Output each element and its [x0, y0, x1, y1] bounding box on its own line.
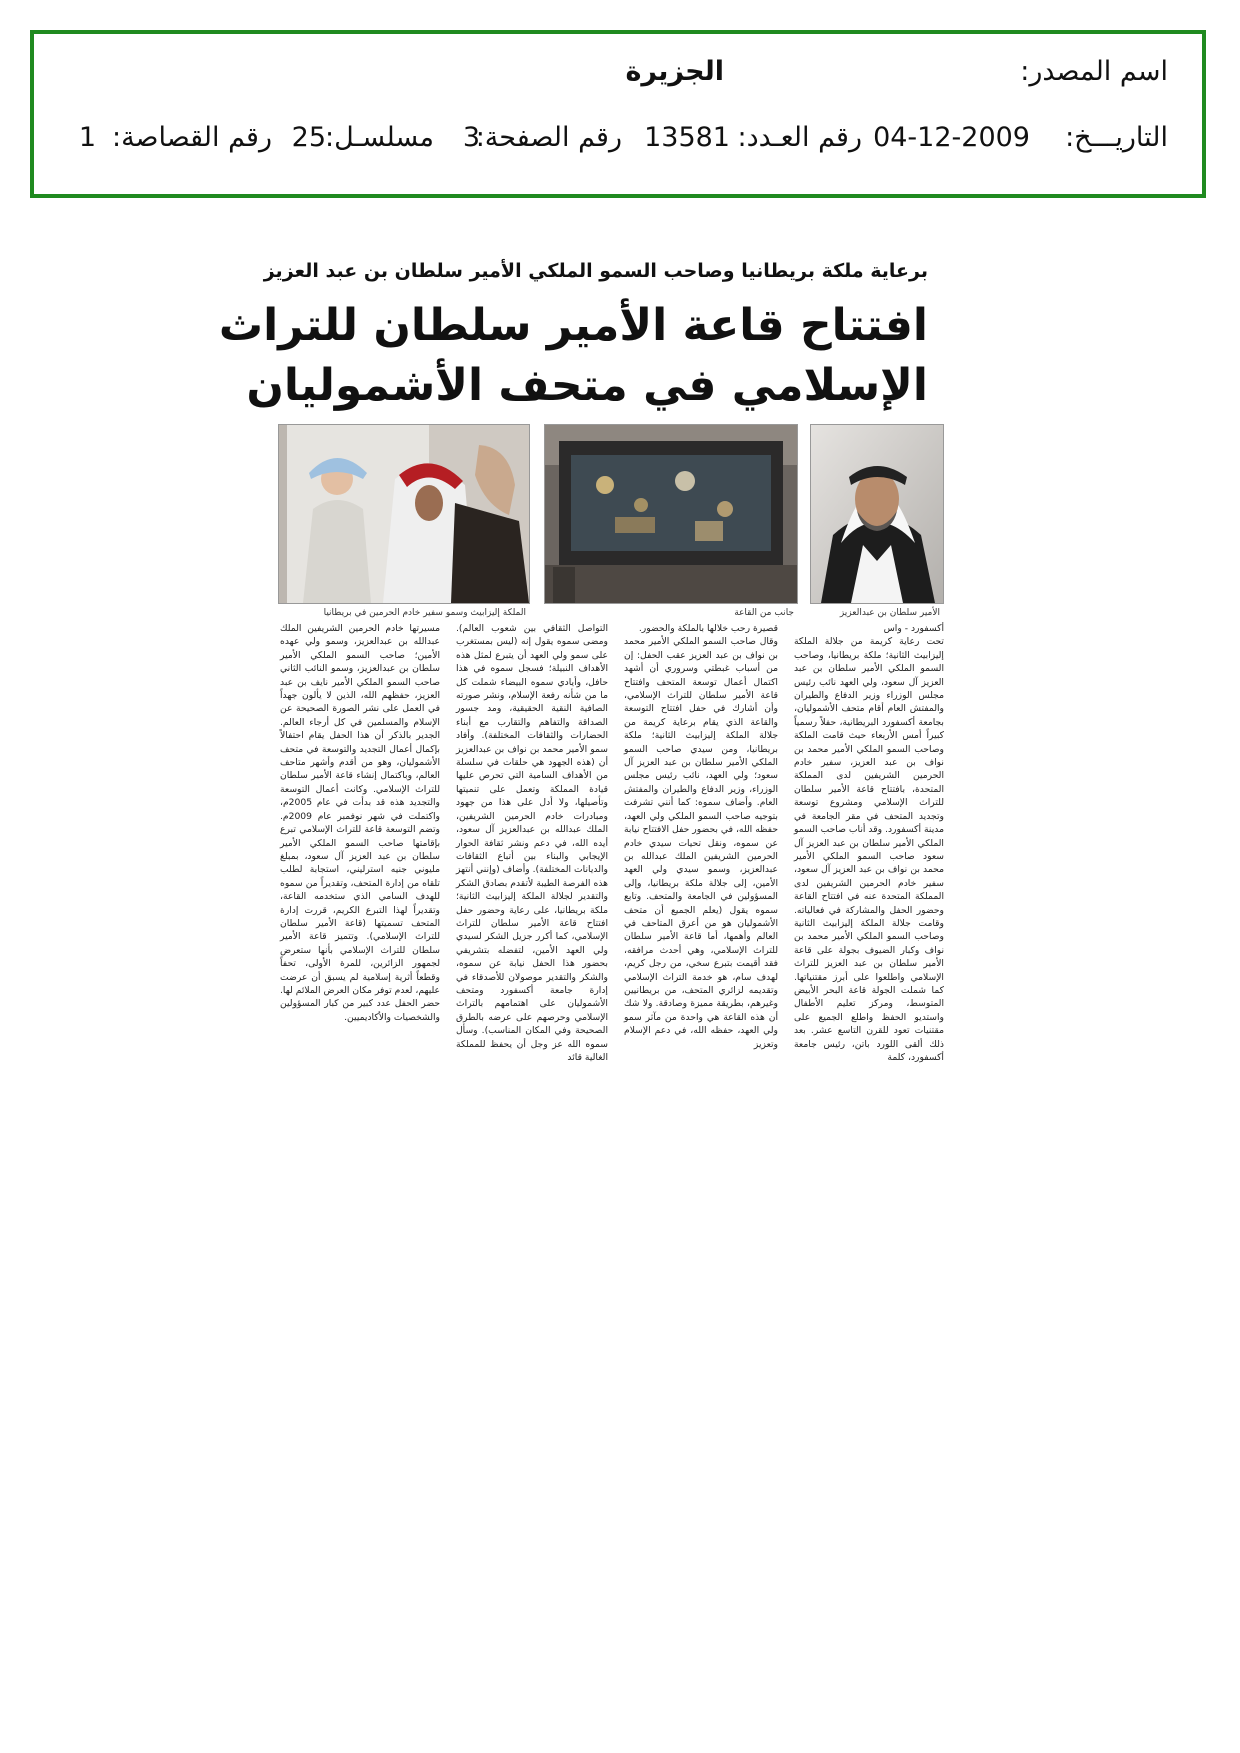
portrait-image	[811, 425, 943, 603]
photo-caption-1: الأمير سلطان بن عبدالعزيز	[839, 608, 940, 618]
photo-prince-sultan	[810, 424, 944, 604]
source-label: اسم المصدر:	[1020, 56, 1168, 87]
article-column-4: مسيرتها خادم الحرمين الشريفين الملك عبدالله بن عبدالعزيز، وسمو ولي عهده الأمين؛ صاحب السمو الملكي الأمير سلطان بن عبدالعزيز، وسمو النائب الثاني صاحب السمو الملكي الأمير نايف بن عبد العزيز، حفظهم الله، الذين لا يألون جهداً في العمل على نشر الصورة الصحيحة عن الإسلام والمسلمين في كل أرجاء العالم. الجدير بالذكر أن هذا الحفل يقام احتفالاً بإكمال أعمال التجديد والتوسعة في متحف الأشموليان، وهو من أقدم وأشهر متاحف العالم، وباكتمال إنشاء قاعة الأمير سلطان للتراث الإسلامي. وكانت أعمال التوسعة والتجديد هذه قد بدأت في عام 2005م، واكتملت في شهر نوفمبر عام 2009م. وتضم التوسعة قاعة للتراث الإسلامي تبرع بإقامتها صاحب السمو الملكي الأمير سلطان بن عبد العزيز آل سعود، بمبلغ مليوني جنيه استرليني، استجابة لطلب تلقاه من إدارة المتحف، وتقديراً من سموه للهدف السامي الذي ستخدمه القاعة، وتقديراً لهذا التبرع الكريم، قررت إدارة المتحف تسميتها (قاعة الأمير سلطان للتراث الإسلامي). وتتميز قاعة الأمير سلطان للتراث الإسلامي بأنها ستعرض لجمهور الزائرين، للمرة الأولى، تحفاً وقطعاً أثرية إسلامية لم يسبق أن عرضت عليهم، لعدم توفر مكان العرض الملائم لها. حضر الحفل عدد كبير من كبار المسؤولين والشخصيات والأكاديميين.	[280, 623, 440, 1023]
article-column-3: التواصل الثقافي بين شعوب العالم). ومضى سموه يقول إنه (ليس بمستغرب على سمو ولي العهد أن يتبرع لمثل هذه الأهداف النبيلة؛ فسجل سموه في هذا حافل، وأيادي سموه البيضاء شملت كل ما من شأنه رفعة الإسلام، ونشر صورته الصافية النقية الحقيقية، ومد جسور الصداقة والتفاهم والتقارب مع أبناء الحضارات والثقافات المختلفة). وأفاد سمو الأمير محمد بن نواف بن عبدالعزيز أن (هذه الجهود هي حلقات في سلسلة من الأهداف السامية التي تحرص عليها قيادة المملكة وتعمل على تنميتها وتأصيلها، ولا أدل على هذا من جهود ومبادرات خادم الحرمين الشريفين، الملك عبدالله بن عبدالعزيز آل سعود، أيده الله، في دعم ونشر ثقافة الحوار الإيجابي والبناء بين أتباع الثقافات والديانات المختلفة). وأضاف (وإنني أنتهز هذه الفرصة الطيبة لأتقدم بصادق الشكر والتقدير لجلالة الملكة إليزابيث الثانية؛ ملكة بريطانيا، على رعاية وحضور حفل افتتاح قاعة الأمير سلطان للتراث الإسلامي، كما أكرر جزيل الشكر لسيدي ولي العهد الأمين، لتفضله بتشريفي بحضور هذا الحفل نيابة عن سموه، والشكر والتقدير موصولان للأصدقاء في إدارة جامعة أكسفورد ومتحف الأشموليان على اهتمامهم بالتراث الإسلامي وحرصهم على عرضه بالطرق الصحيحة وفي المكان المناسب). وسأل سموه الله عز وجل أن يحفظ للمملكة الغالية قائد	[455, 623, 608, 1063]
article-column-2: قصيرة رحب خلالها بالملكة والحضور. وقال صاحب السمو الملكي الأمير محمد بن نواف بن عبد العزيز عقب الحفل: إن من أسباب غبطتي وسروري أن أشهد اكتمال أعمال توسعة المتحف وافتتاح قاعة الأمير سلطان للتراث الإسلامي، وأن أشارك في حفل افتتاح التوسعة والقاعة الذي يقام برعاية كريمة من جلالة الملكة إليزابيث الثانية؛ ملكة بريطانيا، ومن سيدي صاحب السمو الملكي الأمير سلطان بن عبد العزيز آل سعود؛ ولي العهد، نائب رئيس مجلس الوزراء، وزير الدفاع والطيران والمفتش العام. وأضاف سموه: كما أنني تشرفت بتوجيه صاحب السمو الملكي ولي العهد، حفظه الله، في بحضور حفل الافتتاح نيابة عن سموه، ونقل تحيات سيدي خادم الحرمين الشريفين الملك عبدالله بن عبدالعزيز، وسمو سيدي ولي العهد الأمين، إلى جلالة ملكة بريطانيا، وإلى المسؤولين في الجامعة والمتحف. وتابع سموه يقول (يعلم الجميع أن متحف الأشموليان هو من أعرق المتاحف في العالم وأهمها، أما قاعة الأمير سلطان للتراث الإسلامي، وهي أحدث مرافقه، فقد أقيمت بتبرع سخي، من رجل كريم، لهدف سام، هو خدمة التراث الإسلامي وتقديمه لزائري المتحف، من بريطانيين وغيرهم، بطريقة مميزة وصادقة. ولا شك أن هذه القاعة هي واحدة من مآثر سمو ولي العهد، حفظه الله، في دعم الإسلام وتعزيز	[624, 623, 778, 1050]
clipping-label: رقم القصاصة:	[111, 122, 272, 153]
headline-line-1: افتتاح قاعة الأمير سلطان للتراث	[218, 300, 928, 351]
issue-label: رقم العـدد:	[737, 122, 862, 153]
queen-ambassador-image	[279, 425, 529, 603]
photo-museum-hall	[544, 424, 798, 604]
date-value: 04-12-2009	[873, 122, 1030, 153]
serial-value: 25	[291, 122, 326, 153]
source-value: الجزيرة	[625, 56, 724, 87]
page-value: 3	[462, 122, 480, 153]
photo-caption-2: جانب من القاعة	[734, 608, 794, 618]
serial-label: مسلسـل:	[324, 122, 434, 153]
date-label: التاريـــخ:	[1065, 122, 1168, 153]
photo-caption-3: الملكة إليزابيث وسمو سفير خادم الحرمين في بريطانيا	[323, 608, 526, 618]
page-label: رقم الصفحة:	[475, 122, 622, 153]
issue-value: 13581	[644, 122, 730, 153]
article-kicker: برعاية ملكة بريطانيا وصاحب السمو الملكي الأمير سلطان بن عبد العزيز	[263, 260, 928, 282]
photo-queen-ambassador	[278, 424, 530, 604]
museum-gallery-image	[545, 425, 797, 603]
clipping-info-box	[30, 30, 1206, 198]
clipping-value: 1	[78, 122, 96, 153]
article-column-1: أكسفورد - واس تحت رعاية كريمة من جلالة الملكة إليزابيث الثانية؛ ملكة بريطانيا، وصاحب السمو الملكي الأمير سلطان بن عبد العزيز آل سعود، ولي العهد نائب رئيس مجلس الوزراء وزير الدفاع والطيران والمفتش العام أقام متحف الأشموليان، بجامعة أكسفورد البريطانية، حفلاً رسمياً كبيراً أمس الأربعاء حيث قامت الملكة وصاحب السمو الملكي الأمير محمد بن نواف بن عبد العزيز، سفير خادم الحرمين الشريفين لدى المملكة المتحدة، بافتتاح قاعة الأمير سلطان للتراث الإسلامي ومشروع توسعة وتجديد المتحف في مقر الجامعة في مدينة أكسفورد. وقد أناب صاحب السمو الملكي الأمير سلطان بن عبد العزيز آل سعود صاحب السمو الملكي الأمير محمد بن نواف بن عبد العزيز آل سعود، سفير خادم الحرمين الشريفين لدى المملكة المتحدة عنه في افتتاح القاعة وحضور الحفل والمشاركة في فعالياته. وقامت جلالة الملكة إليزابيث الثانية وصاحب السمو الملكي الأمير محمد بن نواف وكبار الضيوف بجولة على قاعة الأمير سلطان بن عبد العزيز للتراث الإسلامي واطلعوا على أبرز مقتنياتها. كما شملت الجولة قاعة البحر الأبيض المتوسط، ومركز تعليم الأطفال واستديو الحفظ واطلع الجميع على مقتنيات تعود للقرن التاسع عشر. بعد ذلك ألقى اللورد باتن، رئيس جامعة أكسفورد، كلمة	[794, 623, 944, 1063]
headline-line-2: الإسلامي في متحف الأشموليان	[246, 360, 928, 411]
